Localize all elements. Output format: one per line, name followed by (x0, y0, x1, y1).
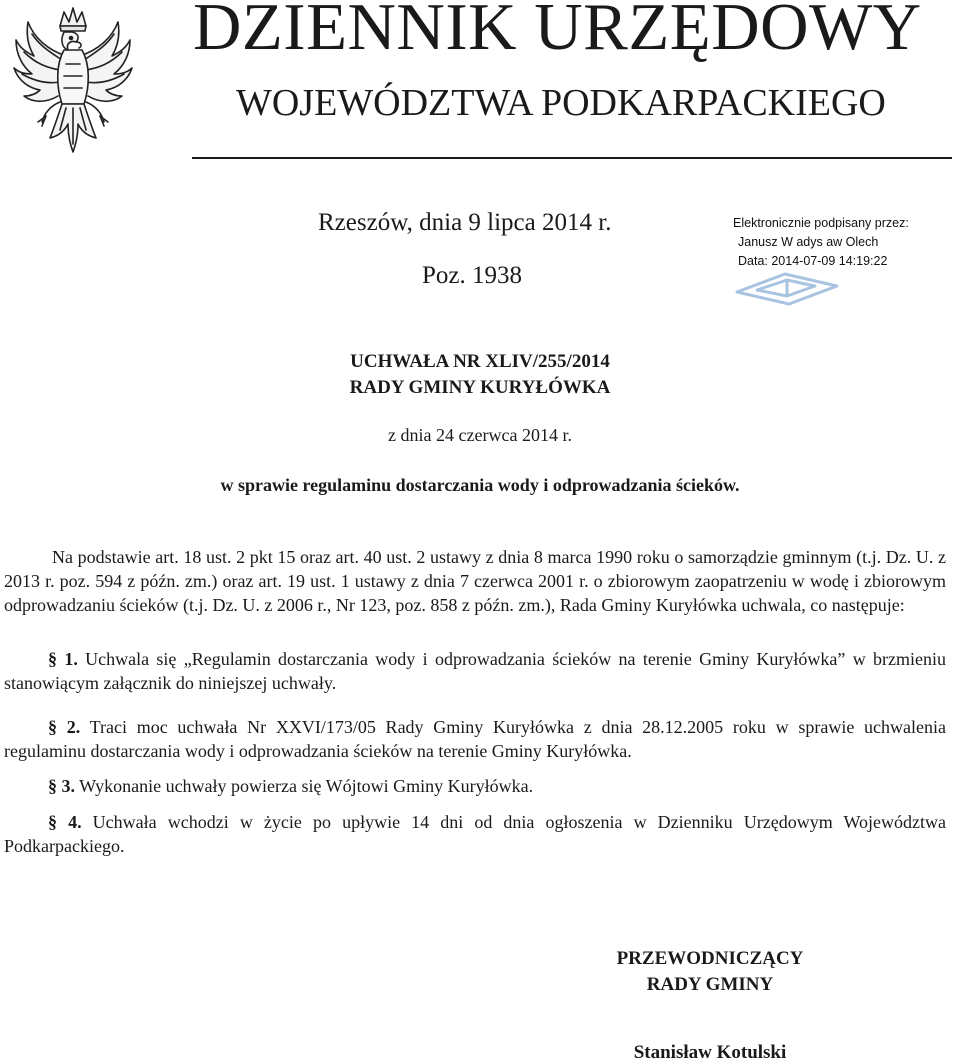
section-text: Traci moc uchwała Nr XXVI/173/05 Rady Gminy Kuryłówka z dnia 28.12.2005 roku w sprawie uchwalenia regulaminu dostarczania wody i odprowadzania ścieków na terenie Gminy Kuryłówka. (4, 717, 947, 762)
section-marker: § 2. (48, 717, 81, 737)
journal-title: DZIENNIK URZĘDOWY (193, 0, 922, 64)
resolution-number: UCHWAŁA NR XLIV/255/2014 (350, 351, 610, 372)
legal-basis-paragraph: Na podstawie art. 18 ust. 2 pkt 15 oraz art. 40 ust. 2 ustawy z dnia 8 marca 1990 roku o samorządzie gminnym (t.j. Dz. U. z 2013 r. poz. 594 z późn. zm.) oraz art. 19 ust. 1 ustawy z dnia 7 czerwca 2001 r. o zbiorowym zaopatrzeniu w wodę i zbiorowym odprowadzaniu ścieków (t.j. Dz. U. z 2006 r., Nr 123, poz. 858 z późn. zm.), Rada Gminy Kuryłówka uchwala, co następuje: (4, 547, 946, 616)
esig-label: Elektronicznie podpisany przez: (733, 216, 909, 230)
section-text: Uchwała wchodzi w życie po upływie 14 dni od dnia ogłoszenia w Dzienniku Urzędowym Województwa Podkarpackiego. (4, 812, 946, 857)
section-marker: § 1. (48, 649, 78, 669)
signatory-title (560, 946, 860, 998)
section-2 (4, 715, 946, 763)
signature-stamp-icon (735, 270, 839, 306)
resolution-date: z dnia 24 czerwca 2014 r. (388, 425, 572, 445)
position-number: Poz. 1938 (422, 262, 522, 289)
journal-subtitle: WOJEWÓDZTWA PODKARPACKIEGO (236, 82, 886, 124)
section-marker: § 4. (48, 812, 82, 832)
resolution-subject: w sprawie regulaminu dostarczania wody i odprowadzania ścieków. (220, 475, 740, 495)
masthead-divider (192, 157, 952, 159)
resolution-title (0, 349, 960, 401)
section-text: Uchwala się „Regulamin dostarczania wody i odprowadzania ścieków na terenie Gminy Kuryłówka” w brzmieniu stanowiącym załącznik do niniejszej uchwały. (4, 649, 946, 694)
signatory-body: RADY GMINY (646, 974, 774, 995)
place-and-date: Rzeszów, dnia 9 lipca 2014 r. (318, 209, 612, 236)
resolution-council: RADY GMINY KURYŁÓWKA (349, 377, 611, 398)
signatory-role: PRZEWODNICZĄCY (616, 948, 804, 969)
esig-signer: Janusz W adys aw Olech (738, 235, 879, 249)
section-4 (4, 810, 946, 858)
esig-date: Data: 2014-07-09 14:19:22 (738, 254, 888, 268)
signatory-name: Stanisław Kotulski (633, 1042, 787, 1063)
section-text: Wykonanie uchwały powierza się Wójtowi Gminy Kuryłówka. (75, 776, 534, 796)
section-1 (4, 647, 946, 695)
section-3 (4, 774, 946, 798)
eagle-emblem-icon (8, 4, 138, 156)
section-marker: § 3. (48, 776, 75, 796)
